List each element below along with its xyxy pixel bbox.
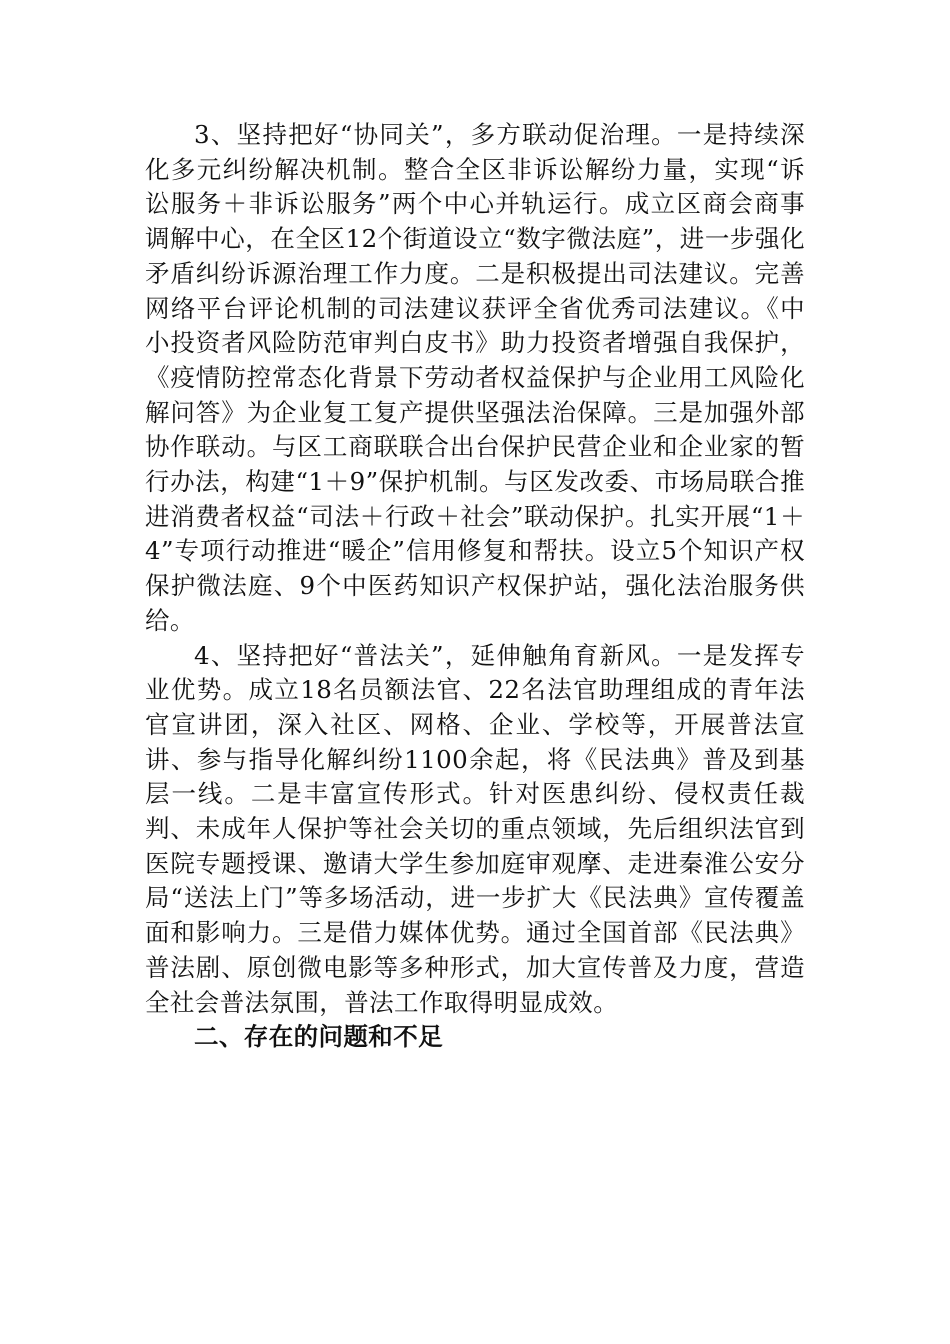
section-heading: 二、存在的问题和不足 [194,1022,443,1052]
document-page [145,118,805,1055]
paragraph-coordination: 3、坚持把好“协同关”，多方联动促治理。一是持续深化多元纠纷解决机制。整合全区非诉讼解纷力量，实现“诉讼服务＋非诉讼服务”两个中心并轨运行。成立区商会商事调解中心，在全区12个街道设立“数字微法庭”，进一步强化矛盾纠纷诉源治理工作力度。二是积极提出司法建议。完善网络平台评论机制的司法建议获评全省优秀司法建议。《中小投资者风险防范审判白皮书》助力投资者增强自我保护，《疫情防控常态化背景下劳动者权益保护与企业用工风险化解问答》为企业复工复产提供坚强法治保障。三是加强外部协作联动。与区工商联联合出台保护民营企业和企业家的暂行办法，构建“1＋9”保护机制。与区发改委、市场局联合推进消费者权益“司法＋行政＋社会”联动保护。扎实开展“1＋4”专项行动推进“暖企”信用修复和帮扶。设立5个知识产权保护微法庭、9个中医药知识产权保护站，强化法治服务供给。 [145,120,805,635]
paragraph-legal-education: 4、坚持把好“普法关”，延伸触角育新风。一是发挥专业优势。成立18名员额法官、22名法官助理组成的青年法官宣讲团，深入社区、网格、企业、学校等，开展普法宣讲、参与指导化解纠纷1100余起，将《民法典》普及到基层一线。二是丰富宣传形式。针对医患纠纷、侵权责任裁判、未成年人保护等社会关切的重点领域，先后组织法官到医院专题授课、邀请大学生参加庭审观摩、走进秦淮公安分局“送法上门”等多场活动，进一步扩大《民法典》宣传覆盖面和影响力。三是借力媒体优势。通过全国首部《民法典》普法剧、原创微电影等多种形式，加大宣传普及力度，营造全社会普法氛围，普法工作取得明显成效。 [145,640,805,1017]
